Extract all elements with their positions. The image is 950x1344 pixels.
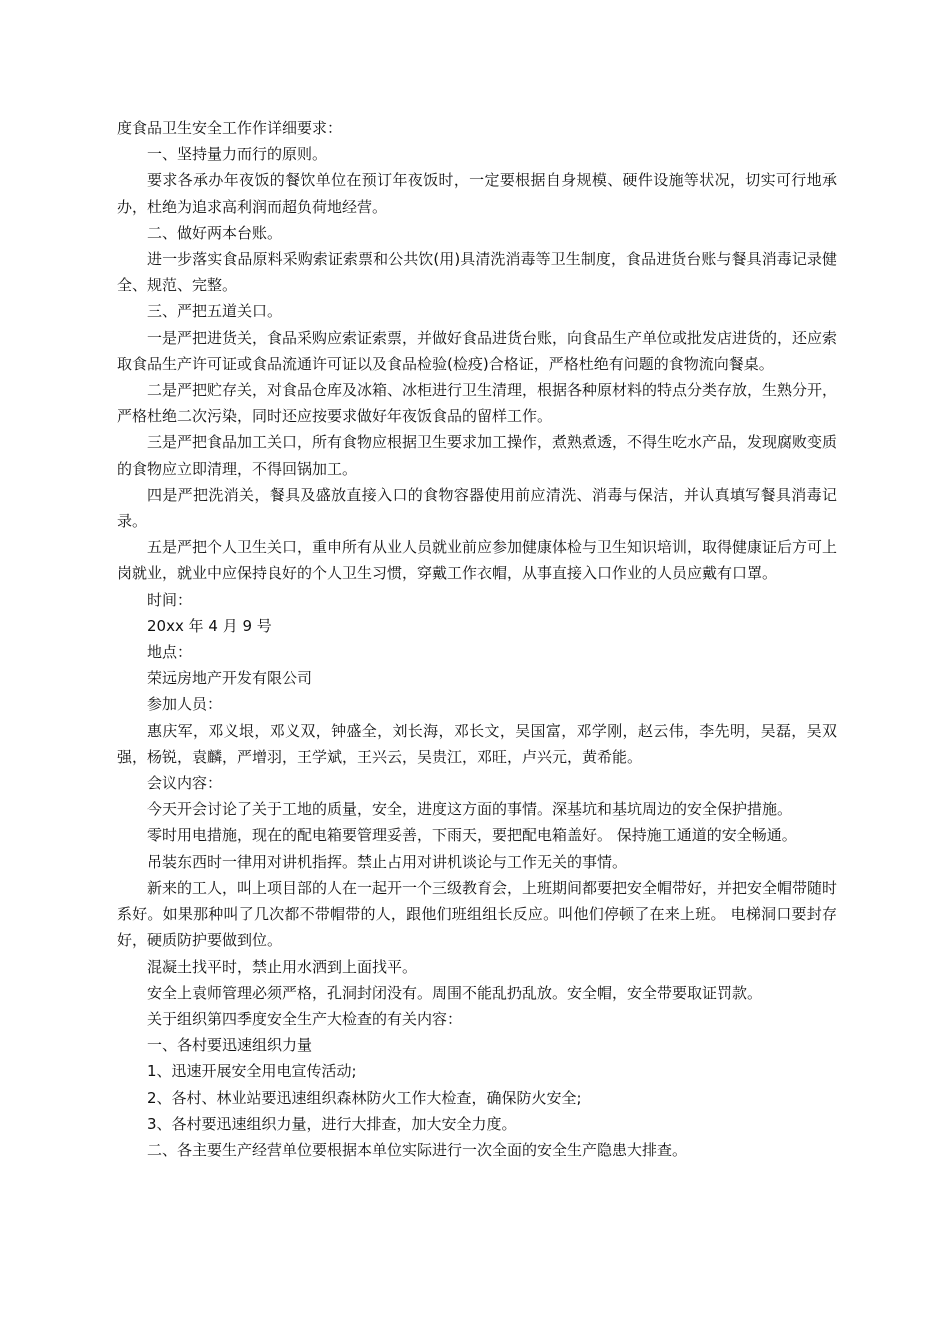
paragraph-inspection-heading: 关于组织第四季度安全生产大检查的有关内容：	[147, 1009, 463, 1028]
paragraph: 混凝土找平时，禁止用水洒到上面找平。	[147, 957, 418, 976]
paragraph: 安全上袁师管理必须严格，孔洞封闭没有。周围不能乱扔乱放。安全帽，安全带要取证罚款。	[147, 983, 763, 1002]
paragraph: 五是严把个人卫生关口，重申所有从业人员就业前应参加健康体检与卫生知识培训，取得健康证后方可上岗就业，就业中应保持良好的个人卫生习惯，穿戴工作衣帽，从事直接入口作业的人员应戴有口罩。	[117, 538, 838, 583]
paragraph-heading-requirements: 度食品卫生安全工作作详细要求：	[117, 119, 343, 137]
paragraph: 三是严把食品加工关口，所有食物应根据卫生要求加工操作，煮熟煮透，不得生吃水产品，发现腐败变质的食物应立即清理，不得回锅加工。	[117, 433, 838, 478]
paragraph: 零时用电措施，现在的配电箱要管理妥善，下雨天，要把配电箱盖好。 保持施工通道的安全畅通。	[147, 826, 797, 845]
list-item: 3、各村要迅速组织力量，进行大排查，加大安全力度。	[147, 1114, 517, 1133]
paragraph: 要求各承办年夜饭的餐饮单位在预订年夜饭时，一定要根据自身规模、硬件设施等状况，切实可行地承办，杜绝为追求高利润而超负荷地经营。	[117, 171, 837, 216]
paragraph: 一是严把进货关，食品采购应索证索票，并做好食品进货台账，向食品生产单位或批发店进货的，还应索取食品生产许可证或食品流通许可证以及食品检验(检疫)合格证，严格杜绝有问题的食物流向餐桌。	[117, 328, 838, 373]
attendees-list: 惠庆军，邓义垠，邓义双，钟盛全，刘长海，邓长文，吴国富，邓学刚，赵云伟，李先明，吴磊，吴双强，杨锐，袁麟，严增羽，王学斌，王兴云，吴贵江，邓旺，卢兴元，黄希能。	[117, 721, 837, 766]
document-body	[117, 115, 837, 1163]
list-item: 2、各村、林业站要迅速组织森林防火工作大检查，确保防火安全;	[147, 1088, 582, 1107]
paragraph: 四是严把洗消关，餐具及盛放直接入口的食物容器使用前应清洗、消毒与保洁，并认真填写餐具消毒记录。	[117, 485, 837, 531]
paragraph-inspection-section-2: 二、各主要生产经营单位要根据本单位实际进行一次全面的安全生产隐患大排查。	[147, 1140, 688, 1159]
meeting-location-label: 地点：	[147, 643, 193, 662]
list-item: 1、迅速开展安全用电宣传活动;	[147, 1062, 357, 1081]
paragraph: 二是严把贮存关，对食品仓库及冰箱、冰柜进行卫生清理，根据各种原材料的特点分类存放，生熟分开，严格杜绝二次污染，同时还应按要求做好年夜饭食品的留样工作。	[117, 381, 838, 426]
meeting-time-value: 20xx 年 4 月 9 号	[147, 616, 272, 635]
paragraph-section-1: 一、坚持量力而行的原则。	[147, 145, 328, 164]
paragraph: 进一步落实食品原料采购索证索票和公共饮(用)具清洗消毒等卫生制度，食品进货台账与餐具消毒记录健全、规范、完整。	[117, 250, 837, 295]
paragraph: 今天开会讨论了关于工地的质量，安全，进度这方面的事情。深基坑和基坑周边的安全保护措施。	[147, 800, 793, 819]
paragraph-inspection-section-1: 一、各村要迅速组织力量	[147, 1036, 313, 1055]
meeting-content-label: 会议内容：	[147, 774, 223, 793]
paragraph: 新来的工人，叫上项目部的人在一起开一个三级教育会，上班期间都要把安全帽带好，并把安全帽带随时系好。如果那种叫了几次都不带帽带的人，跟他们班组组长反应。叫他们停顿了在来上班。 电梯洞口要封存好，硬质防护要做到位。	[117, 878, 838, 950]
meeting-location-value: 荣远房地产开发有限公司	[147, 669, 313, 688]
attendees-label: 参加人员：	[147, 695, 223, 714]
paragraph-section-2: 二、做好两本台账。	[147, 223, 283, 242]
meeting-time-label: 时间：	[147, 590, 193, 609]
paragraph-section-3: 三、严把五道关口。	[147, 302, 283, 321]
paragraph: 吊装东西时一律用对讲机指挥。禁止占用对讲机谈论与工作无关的事情。	[147, 852, 628, 871]
